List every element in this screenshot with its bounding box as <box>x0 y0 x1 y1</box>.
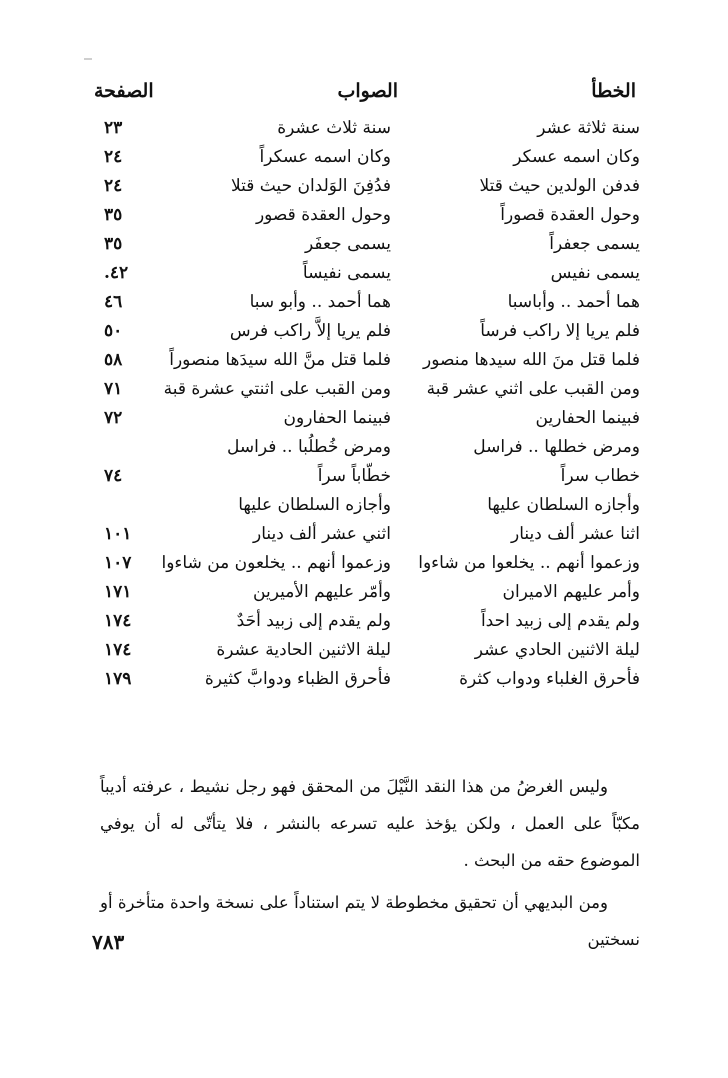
cell-page: ٧٢ <box>104 408 123 428</box>
cell-page: ١٠٧ <box>104 553 132 573</box>
table-row <box>0 234 728 263</box>
cell-correct: ومرض خُطلُبا .. فراسل <box>226 437 391 457</box>
cell-page: ٧١ <box>104 379 123 399</box>
cell-error: ومن القبب على اثني عشر قبة <box>426 379 640 399</box>
cell-error: هما أحمد .. وأباسبا <box>507 292 640 312</box>
cell-error: وكان اسمه عسكر <box>513 147 640 167</box>
cell-error: وزعموا أنهم .. يخلعوا من شاءوا <box>418 553 640 573</box>
cell-error: ولم يقدم إلى زبيد احداً <box>480 611 640 631</box>
table-row <box>0 553 728 582</box>
table-row <box>0 669 728 698</box>
table-row <box>0 379 728 408</box>
cell-correct: هما أحمد .. وأبو سبا <box>249 292 391 312</box>
cell-page: ١٠١ <box>104 524 132 544</box>
cell-correct: ليلة الاثنين الحادية عشرة <box>216 640 391 660</box>
cell-page: ٥٨ <box>104 350 123 370</box>
cell-correct: خطّاباً سراً <box>317 466 391 486</box>
cell-error: اثنا عشر ألف دينار <box>511 524 640 544</box>
cell-error: فدفن الولدين حيث قتلا <box>479 176 640 196</box>
cell-correct: سنة ثلاث عشرة <box>277 118 391 138</box>
cell-page: ٤٦ <box>104 292 123 312</box>
cell-correct: وأجازه السلطان عليها <box>238 495 391 515</box>
cell-page: ٥٠ <box>104 321 123 341</box>
table-row <box>0 350 728 379</box>
cell-correct: يسمى جعفَر <box>305 234 391 254</box>
cell-page: ٣٥ <box>104 205 123 225</box>
cell-page: ١٧٩ <box>104 669 132 689</box>
cell-correct: فلم يريا إلاَّ راكب فرس <box>229 321 391 341</box>
table-row <box>0 263 728 292</box>
table-row <box>0 408 728 437</box>
cell-page: ١٧٤ <box>104 611 132 631</box>
cell-correct: ومن القبب على اثنتي عشرة قبة <box>163 379 391 399</box>
table-row <box>0 292 728 321</box>
cell-error: فلم يريا إلا راكب فرساً <box>480 321 640 341</box>
cell-error: خطاب سراً <box>560 466 640 486</box>
cell-page: ٢٤ <box>104 147 123 167</box>
cell-error: يسمى نفيس <box>550 263 640 283</box>
cell-error: وأمر عليهم الاميران <box>502 582 640 602</box>
cell-page: ٢٤ <box>104 176 123 196</box>
cell-correct: ولم يقدم إلى زبيد أحَدٌ <box>236 611 391 631</box>
table-row <box>0 640 728 669</box>
table-row <box>0 321 728 350</box>
cell-correct: فلما قتل منَّ الله سيدَها منصوراً <box>169 350 391 370</box>
cell-error: ليلة الاثنين الحادي عشر <box>474 640 640 660</box>
cell-error: يسمى جعفراً <box>549 234 640 254</box>
scan-speck <box>84 58 92 60</box>
cell-correct: وحول العقدة قصور <box>255 205 391 225</box>
cell-correct: يسمى نفيساً <box>302 263 391 283</box>
paragraph: ومن البديهي أن تحقيق مخطوطة لا يتم استناداً على نسخة واحدة متأخرة أو نسختين <box>100 893 640 949</box>
cell-correct: فبينما الحفارون <box>283 408 391 428</box>
table-row <box>0 176 728 205</box>
table-row <box>0 466 728 495</box>
cell-correct: وكان اسمه عسكراً <box>259 147 391 167</box>
cell-correct: فدُفِنَ الوَلدان حيث قتلا <box>230 176 391 196</box>
cell-error: فأحرق الغلباء ودواب كثرة <box>459 669 640 689</box>
table-row <box>0 118 728 147</box>
page-number: ٧٨٣ <box>92 930 125 954</box>
cell-error: ومرض خطلها .. فراسل <box>473 437 640 457</box>
table-row <box>0 524 728 553</box>
table-row <box>0 147 728 176</box>
header-correct: الصواب <box>337 80 398 102</box>
paragraph: وليس الغرضُ من هذا النقد النَّيْلَ من المحقق فهو رجل نشيط ، عرفته أديباً مكبّاً على العمل ، ولكن يؤخذ عليه تسرعه بالنشر ، فلا يتأتّى له أن يوفي الموضوع حقه من البحث . <box>100 777 640 870</box>
cell-correct: وأمّر عليهم الأميرين <box>253 582 391 602</box>
cell-page: ١٧٤ <box>104 640 132 660</box>
cell-error: فلما قتل منَ الله سيدها منصور <box>422 350 640 370</box>
table-row <box>0 611 728 640</box>
cell-page: ٢٣ <box>104 118 123 138</box>
errata-table <box>0 118 728 698</box>
header-error: الخطأ <box>591 80 636 102</box>
cell-page: ١٧١ <box>104 582 132 602</box>
cell-correct: اثني عشر ألف دينار <box>253 524 391 544</box>
cell-error: فبينما الحفارين <box>535 408 640 428</box>
cell-error: وأجازه السلطان عليها <box>487 495 640 515</box>
header-page: الصفحة <box>94 80 154 102</box>
cell-correct: وزعموا أنهم .. يخلعون من شاءوا <box>161 553 391 573</box>
cell-error: وحول العقدة قصوراً <box>500 205 640 225</box>
table-row <box>0 495 728 524</box>
cell-page: ٧٤ <box>104 466 123 486</box>
table-row <box>0 582 728 611</box>
cell-page: ٤٢. <box>104 263 129 283</box>
cell-correct: فأحرق الظباء ودوابَّ كثيرة <box>204 669 391 689</box>
table-row <box>0 205 728 234</box>
cell-error: سنة ثلاثة عشر <box>537 118 640 138</box>
table-row <box>0 437 728 466</box>
cell-page: ٣٥ <box>104 234 123 254</box>
